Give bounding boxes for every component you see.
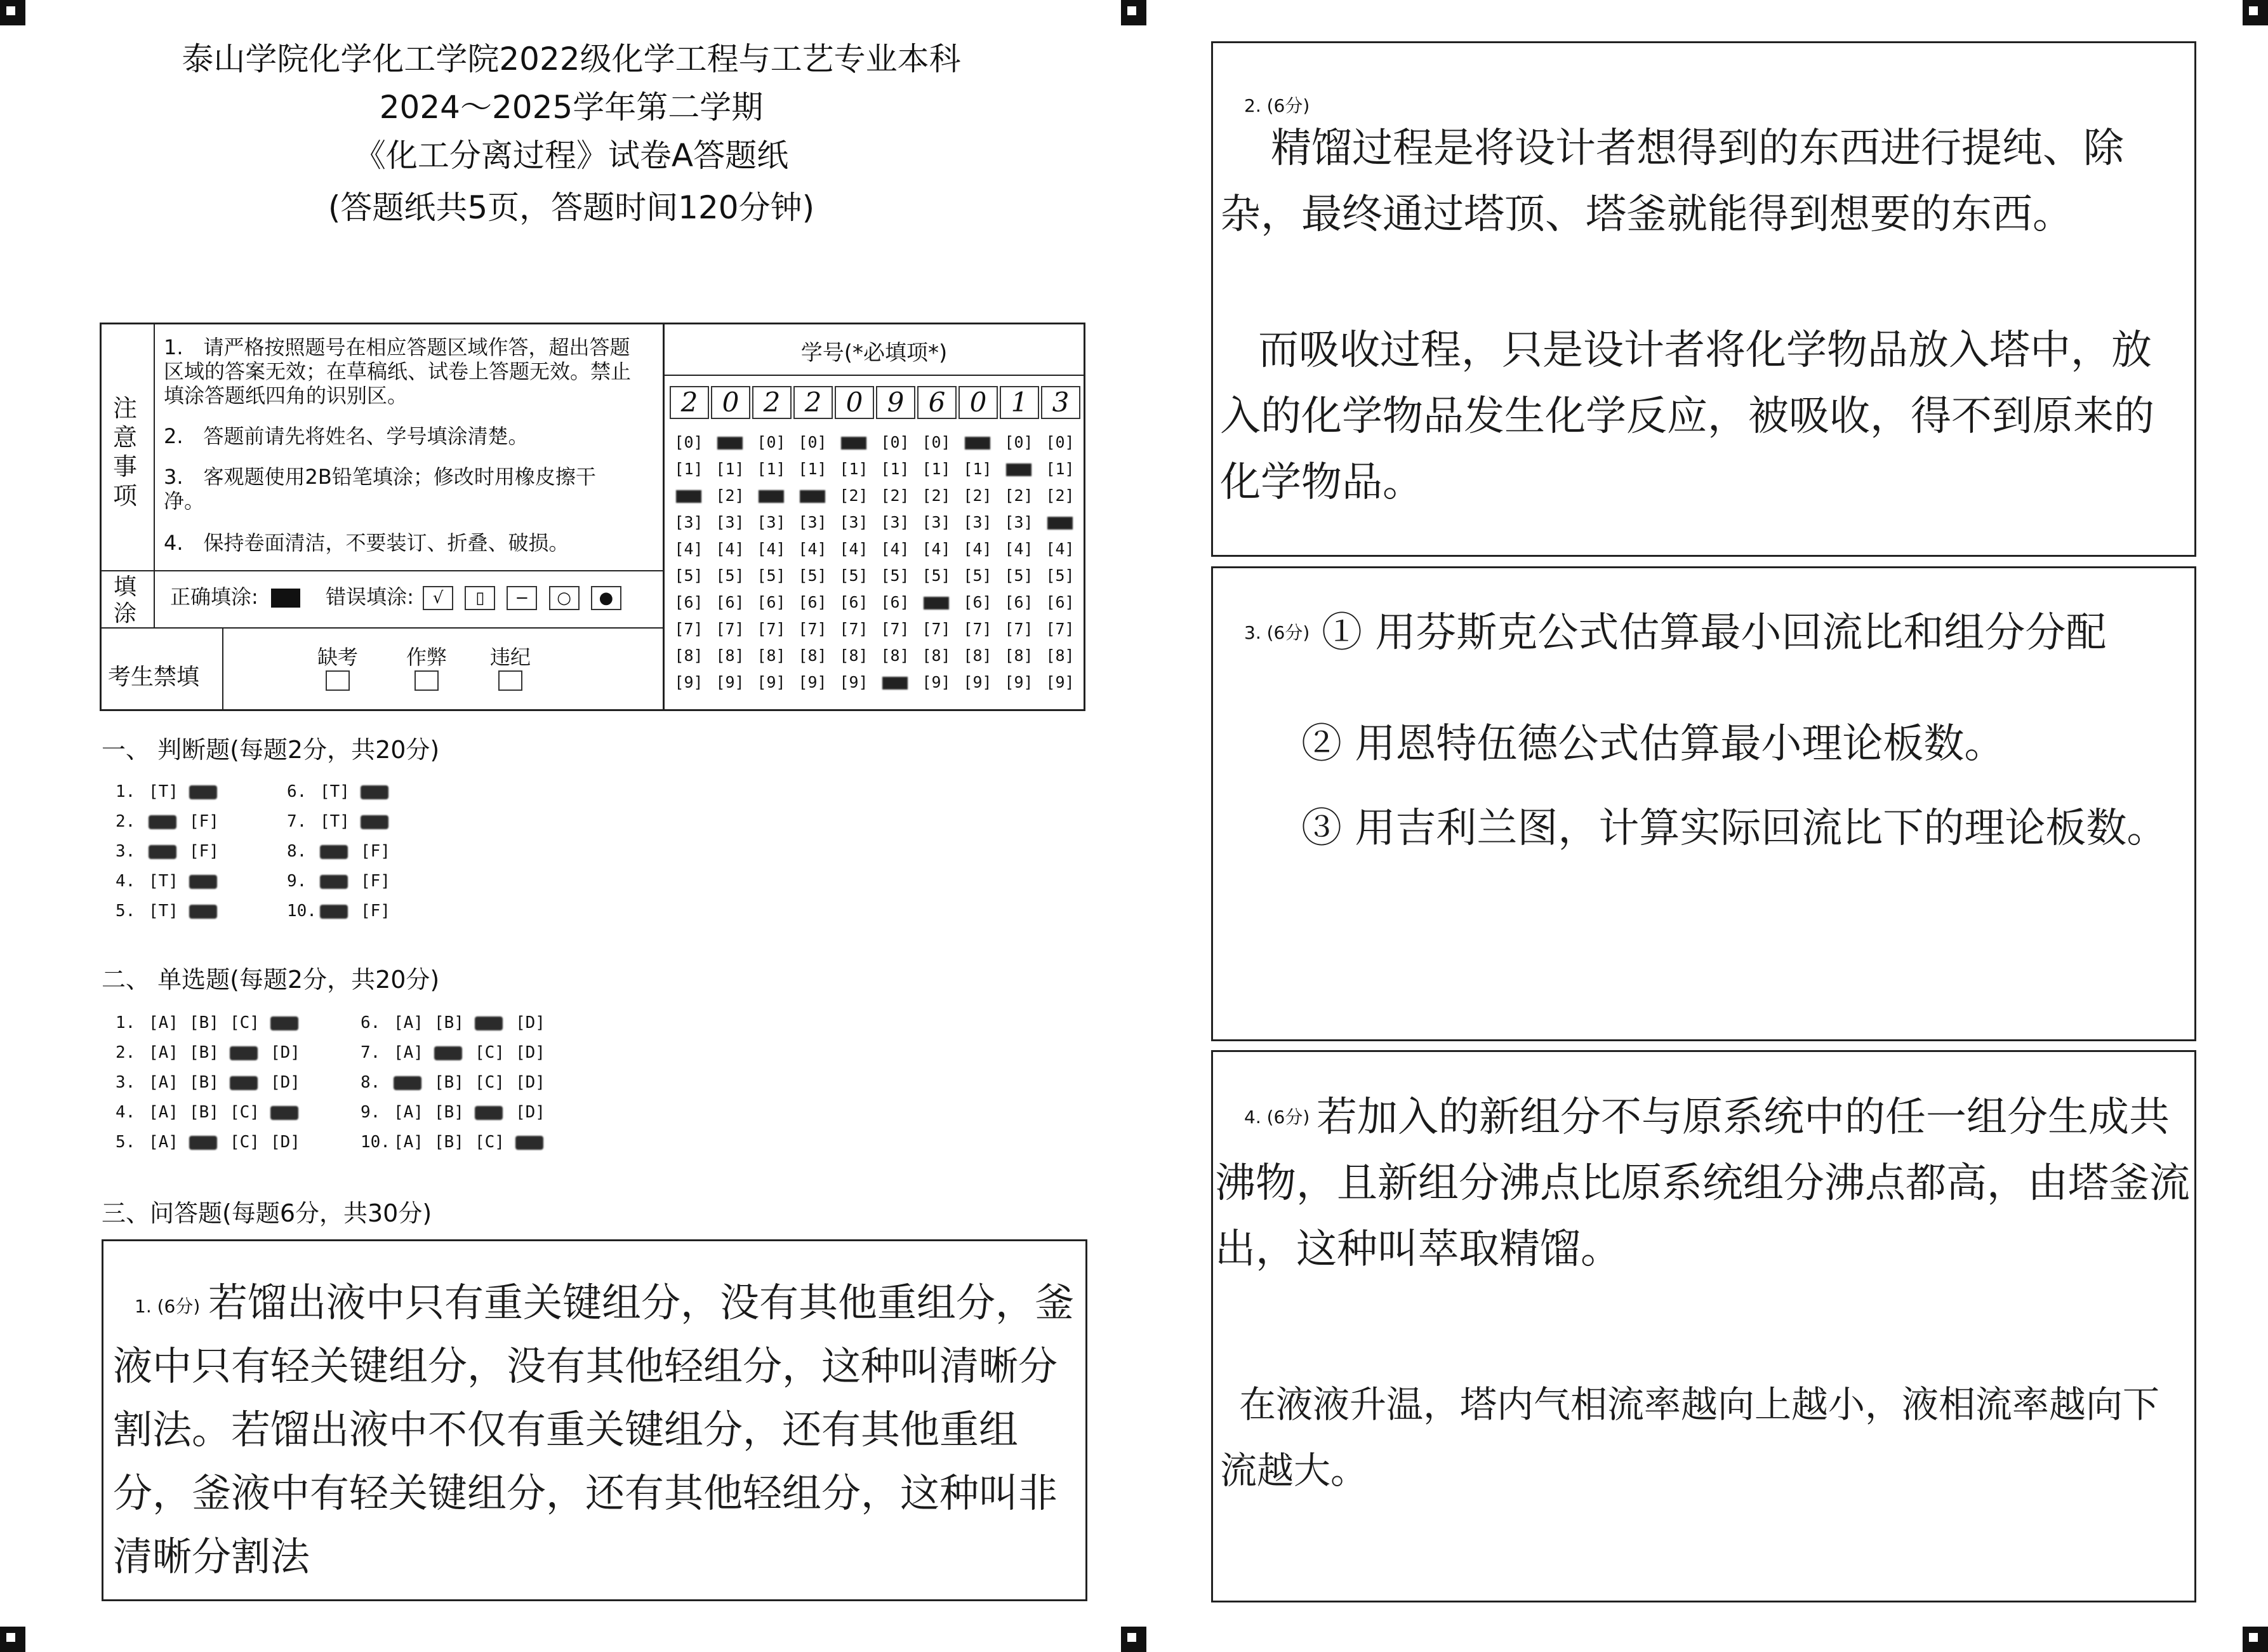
student-id-bubble[interactable]: [9] — [1004, 673, 1033, 691]
student-id-bubble[interactable]: [1] — [798, 460, 827, 478]
filled-mark — [270, 1016, 298, 1030]
student-id-bubble[interactable]: [5] — [757, 566, 786, 585]
option-bubble[interactable]: [A] — [394, 1133, 423, 1152]
filled-mark — [882, 677, 908, 689]
student-id-bubble[interactable]: [8] — [674, 646, 703, 665]
student-id-bubble[interactable]: [0] — [1004, 433, 1033, 451]
filled-mark — [1006, 463, 1031, 476]
student-id-bubble[interactable]: [1] — [1045, 460, 1075, 478]
answer-row — [116, 782, 230, 801]
student-id-bubble-filled[interactable] — [793, 486, 832, 505]
filled-mark — [189, 1136, 217, 1150]
student-id-digit-box[interactable]: 1 — [1000, 386, 1039, 419]
student-id-bubble[interactable]: [7] — [798, 620, 827, 638]
answer-row — [116, 1073, 311, 1092]
answer-number: 10. — [361, 1133, 390, 1152]
student-id-bubble-filled[interactable] — [917, 593, 955, 611]
filled-bubble[interactable] — [189, 1133, 230, 1152]
answer-number: 3. — [116, 842, 136, 861]
student-id-bubble[interactable]: [0] — [798, 433, 827, 451]
corner-marker-bottom-right — [2243, 1627, 2268, 1652]
filled-mark — [394, 1076, 421, 1090]
student-id-bubble[interactable]: [5] — [922, 566, 951, 585]
section2-title: 二、 单选题(每题2分，共20分) — [102, 966, 440, 994]
option-bubble[interactable]: [B] — [189, 1013, 219, 1032]
answer-row — [361, 1073, 556, 1092]
student-id-bubble[interactable]: [3] — [963, 513, 992, 531]
answer-row — [116, 1103, 311, 1122]
answer-number: 9. — [287, 872, 307, 891]
option-bubble[interactable]: [C] — [230, 1013, 260, 1032]
student-id-bubble-filled[interactable] — [711, 433, 749, 451]
student-id-bubble[interactable]: [7] — [1045, 620, 1075, 638]
answer-number: 2. — [116, 1043, 136, 1062]
student-id-bubble[interactable]: [9] — [839, 673, 868, 691]
filled-mark — [361, 815, 388, 829]
option-bubble[interactable]: [A] — [149, 1133, 178, 1152]
answer-row — [116, 1043, 311, 1062]
student-id-bubble[interactable]: [8] — [839, 646, 868, 665]
forbidden-label: 考生禁填 — [108, 664, 200, 690]
option-bubble[interactable]: [D] — [515, 1073, 545, 1092]
student-id-bubble[interactable]: [4] — [798, 540, 827, 558]
option-bubble[interactable]: [A] — [394, 1043, 423, 1062]
student-id-digit-box[interactable]: 0 — [711, 386, 750, 419]
answer-row — [287, 812, 401, 831]
filled-mark — [361, 785, 388, 799]
student-id-bubble-filled[interactable] — [835, 433, 873, 451]
filled-bubble[interactable] — [515, 1133, 556, 1152]
student-id-bubble[interactable]: [5] — [798, 566, 827, 585]
option-bubble[interactable]: [B] — [434, 1103, 464, 1122]
filled-mark — [841, 437, 866, 450]
student-id-digit-box[interactable]: 0 — [958, 386, 998, 419]
option-bubble[interactable]: [F] — [361, 872, 390, 891]
answer-number: 8. — [287, 842, 307, 861]
student-id-bubble-filled[interactable] — [958, 433, 997, 451]
student-id-bubble[interactable]: [6] — [963, 593, 992, 611]
student-id-hline — [665, 375, 1085, 376]
filled-bubble[interactable] — [361, 782, 401, 801]
header-line-4: (答题纸共5页，答题时间120分钟) — [328, 189, 815, 226]
correct-fill-label: 正确填涂: — [170, 585, 258, 609]
student-id-bubble[interactable]: [3] — [757, 513, 786, 531]
option-bubble[interactable]: [A] — [149, 1013, 178, 1032]
filled-bubble[interactable] — [270, 1103, 311, 1122]
student-id-bubble[interactable]: [9] — [757, 673, 786, 691]
corner-marker-top-center — [1121, 0, 1146, 25]
wrong-symbol-check: √ — [423, 586, 453, 610]
student-id-digit-box[interactable]: 2 — [752, 386, 792, 419]
filled-bubble[interactable] — [149, 842, 189, 861]
answer-number: 9. — [361, 1103, 381, 1122]
option-bubble[interactable]: [F] — [361, 902, 390, 921]
student-id-bubble[interactable]: [7] — [880, 620, 910, 638]
table-divider-middle — [663, 323, 665, 711]
notice-item-3: 3. 客观题使用2B铅笔填涂；修改时用橡皮擦干净。 — [164, 465, 596, 513]
forbidden-cheat-label: 作弊 — [406, 645, 448, 669]
student-id-bubble[interactable]: [7] — [757, 620, 786, 638]
table-hline-2 — [100, 627, 663, 629]
filled-mark — [965, 437, 990, 450]
student-id-bubble[interactable]: [9] — [674, 673, 703, 691]
filled-mark — [320, 875, 348, 889]
student-id-bubble-filled[interactable] — [1000, 460, 1038, 478]
q3-answer-line2: ② 用恩特伍德公式估算最小理论板数。 — [1301, 721, 2005, 768]
q3-answer-line3: ③ 用吉利兰图，计算实际回流比下的理论板数。 — [1301, 805, 2168, 852]
filled-bubble[interactable] — [270, 1013, 311, 1032]
filled-bubble[interactable] — [230, 1073, 270, 1092]
answer-row — [116, 902, 230, 921]
student-id-bubble[interactable]: [9] — [715, 673, 745, 691]
student-id-bubble[interactable]: [3] — [798, 513, 827, 531]
notice-item-4: 4. 保持卷面清洁，不要装订、折叠、破损。 — [164, 531, 569, 555]
filled-mark — [1047, 517, 1073, 530]
student-id-bubble[interactable]: [5] — [715, 566, 745, 585]
student-id-bubble[interactable]: [2] — [715, 486, 745, 505]
q1-answer-text: 若馏出液中只有重关键组分，没有其他重组分，釜液中只有轻关键组分，没有其他轻组分，这种叫清晰分割法。若馏出液中不仅有重关键组分，还有其他重组分，釜液中有轻关键组分，还有其他轻组分，这种叫非清晰分割法 — [113, 1279, 1075, 1580]
q2-answer-text: 精馏过程是将设计者想得到的东西进行提纯、除杂，最终通过塔顶、塔釜就能得到想要的东西。 — [1220, 125, 2124, 238]
option-bubble[interactable]: [B] — [434, 1013, 464, 1032]
answer-row — [287, 782, 401, 801]
student-id-bubble[interactable]: [7] — [963, 620, 992, 638]
filled-bubble[interactable] — [320, 902, 361, 921]
student-id-digit-box[interactable]: 2 — [670, 386, 709, 419]
answer-number: 6. — [287, 782, 307, 801]
student-id-bubble[interactable]: [6] — [674, 593, 703, 611]
filled-mark — [320, 905, 348, 919]
answer-row — [116, 812, 230, 831]
student-id-digit-box[interactable]: 0 — [835, 386, 874, 419]
student-id-bubble[interactable]: [4] — [922, 540, 951, 558]
student-id-bubble[interactable]: [5] — [1045, 566, 1075, 585]
student-id-bubble[interactable]: [7] — [674, 620, 703, 638]
filled-mark — [676, 490, 701, 503]
option-bubble[interactable]: [B] — [189, 1073, 219, 1092]
option-bubble[interactable]: [B] — [189, 1043, 219, 1062]
option-bubble[interactable]: [T] — [149, 872, 178, 891]
answer-row — [361, 1103, 556, 1122]
answer-number: 6. — [361, 1013, 381, 1032]
student-id-bubble[interactable]: [6] — [757, 593, 786, 611]
student-id-bubble[interactable]: [2] — [1045, 486, 1075, 505]
option-bubble[interactable]: [A] — [394, 1013, 423, 1032]
option-bubble[interactable]: [B] — [434, 1133, 464, 1152]
student-id-bubble[interactable]: [7] — [715, 620, 745, 638]
student-id-bubble[interactable]: [7] — [839, 620, 868, 638]
answer-number: 5. — [116, 902, 136, 921]
student-id-bubble[interactable]: [6] — [1045, 593, 1075, 611]
forbidden-cheat[interactable] — [406, 641, 447, 696]
student-id-bubble[interactable]: [0] — [674, 433, 703, 451]
student-id-bubble[interactable]: [8] — [798, 646, 827, 665]
table-hline-1 — [100, 570, 663, 571]
option-bubble[interactable]: [C] — [230, 1103, 260, 1122]
student-id-bubble[interactable]: [4] — [757, 540, 786, 558]
filled-mark — [924, 597, 949, 610]
q3-answer-line1: ① 用芬斯克公式估算最小回流比和组分分配 — [1322, 610, 2107, 656]
filled-bubble[interactable] — [320, 872, 361, 891]
student-id-bubble[interactable]: [8] — [715, 646, 745, 665]
filled-bubble[interactable] — [434, 1043, 475, 1062]
answer-number: 1. — [116, 782, 136, 801]
option-bubble[interactable]: [D] — [270, 1073, 300, 1092]
student-id-bubble[interactable]: [1] — [880, 460, 910, 478]
wrong-symbol-dash: − — [507, 586, 537, 610]
student-id-bubble[interactable]: [4] — [880, 540, 910, 558]
answer-number: 10. — [287, 902, 317, 921]
option-bubble[interactable]: [B] — [434, 1073, 464, 1092]
student-id-bubble-filled[interactable] — [670, 486, 708, 505]
student-id-bubble[interactable]: [5] — [1004, 566, 1033, 585]
answer-number: 5. — [116, 1133, 136, 1152]
option-bubble[interactable]: [C] — [475, 1073, 505, 1092]
student-id-bubble[interactable]: [4] — [674, 540, 703, 558]
student-id-bubble[interactable]: [4] — [715, 540, 745, 558]
corner-marker-top-left — [0, 0, 25, 25]
student-id-bubble[interactable]: [2] — [1004, 486, 1033, 505]
answer-number: 4. — [116, 1103, 136, 1122]
student-id-bubble[interactable]: [8] — [963, 646, 992, 665]
option-bubble[interactable]: [A] — [149, 1073, 178, 1092]
student-id-bubble[interactable]: [1] — [757, 460, 786, 478]
option-bubble[interactable]: [A] — [394, 1103, 423, 1122]
answer-row — [361, 1013, 556, 1032]
forbidden-absent[interactable] — [317, 641, 358, 696]
filled-mark — [475, 1016, 503, 1030]
student-id-bubble[interactable]: [2] — [880, 486, 910, 505]
option-bubble[interactable]: [D] — [270, 1043, 300, 1062]
option-bubble[interactable]: [F] — [189, 842, 219, 861]
table-divider-left — [154, 323, 155, 627]
answer-row — [287, 842, 401, 861]
option-bubble[interactable]: [A] — [149, 1043, 178, 1062]
option-bubble[interactable]: [T] — [320, 812, 350, 831]
forbidden-violation-label: 违纪 — [490, 645, 531, 669]
option-bubble[interactable]: [F] — [189, 812, 219, 831]
filled-mark — [230, 1046, 258, 1060]
option-bubble[interactable]: [C] — [230, 1133, 260, 1152]
answer-number: 8. — [361, 1073, 381, 1092]
corner-marker-bottom-center — [1121, 1627, 1146, 1652]
filled-mark — [230, 1076, 258, 1090]
answer-row — [361, 1043, 556, 1062]
q1-label: 1. (6分) — [135, 1296, 201, 1317]
student-id-bubble[interactable]: [1] — [715, 460, 745, 478]
option-bubble[interactable]: [D] — [515, 1103, 545, 1122]
student-id-digit-box[interactable]: 2 — [793, 386, 833, 419]
option-bubble[interactable]: [F] — [361, 842, 390, 861]
notice-item-2: 2. 答题前请先将姓名、学号填涂清楚。 — [164, 424, 529, 448]
filled-bubble[interactable] — [189, 782, 230, 801]
filled-mark — [189, 875, 217, 889]
option-bubble[interactable]: [T] — [149, 902, 178, 921]
answer-row — [287, 902, 401, 921]
answer-row — [116, 1133, 311, 1152]
filled-bubble[interactable] — [149, 812, 189, 831]
student-id-bubble[interactable]: [1] — [839, 460, 868, 478]
filled-bubble[interactable] — [189, 872, 230, 891]
filled-mark — [149, 845, 176, 859]
answer-row — [361, 1133, 556, 1152]
filled-bubble[interactable] — [475, 1013, 515, 1032]
corner-marker-bottom-left — [0, 1627, 25, 1652]
student-id-bubble[interactable]: [6] — [798, 593, 827, 611]
answer-number: 2. — [116, 812, 136, 831]
student-id-bubble[interactable]: [8] — [757, 646, 786, 665]
filled-mark — [320, 845, 348, 859]
filled-mark — [189, 905, 217, 919]
student-id-bubble[interactable]: [5] — [963, 566, 992, 585]
student-id-bubble[interactable]: [2] — [922, 486, 951, 505]
student-id-bubble[interactable]: [9] — [963, 673, 992, 691]
student-id-bubble[interactable]: [8] — [922, 646, 951, 665]
filled-mark — [434, 1046, 462, 1060]
option-bubble[interactable]: [D] — [515, 1043, 545, 1062]
student-id-bubble[interactable]: [1] — [674, 460, 703, 478]
section3-title: 三、问答题(每题6分，共30分) — [102, 1199, 432, 1227]
answer-row — [287, 872, 401, 891]
student-id-bubble[interactable]: [2] — [839, 486, 868, 505]
answer-row — [116, 842, 230, 861]
header-line-3: 《化工分离过程》试卷A答题纸 — [354, 137, 789, 174]
corner-marker-top-right — [2243, 0, 2268, 25]
q4-label: 4. (6分) — [1244, 1107, 1310, 1128]
student-id-title: 学号(*必填项*) — [800, 340, 948, 366]
student-id-bubble[interactable]: [4] — [963, 540, 992, 558]
student-id-bubble[interactable]: [0] — [922, 433, 951, 451]
student-id-bubble[interactable]: [5] — [880, 566, 910, 585]
option-bubble[interactable]: [A] — [149, 1103, 178, 1122]
forbidden-absent-box[interactable] — [326, 670, 350, 691]
student-id-bubble[interactable]: [1] — [922, 460, 951, 478]
filled-mark — [189, 785, 217, 799]
filled-bubble[interactable] — [320, 842, 361, 861]
filled-mark — [800, 490, 825, 503]
notice-label: 注意事项 — [112, 394, 137, 510]
notice-item-1: 1. 请严格按照题号在相应答题区域作答，超出答题区域的答案无效；在草稿纸、试卷上答题无效。禁止填涂答题纸四角的识别区。 — [164, 335, 632, 408]
student-id-digit-box[interactable]: 9 — [876, 386, 915, 419]
student-id-bubble[interactable]: [6] — [839, 593, 868, 611]
answer-number: 7. — [287, 812, 307, 831]
student-id-bubble[interactable]: [0] — [880, 433, 910, 451]
student-id-bubble-filled[interactable] — [1041, 513, 1079, 531]
option-bubble[interactable]: [T] — [320, 782, 350, 801]
answer-number: 3. — [116, 1073, 136, 1092]
student-id-bubble[interactable]: [9] — [1045, 673, 1075, 691]
student-id-bubble[interactable]: [4] — [1045, 540, 1075, 558]
student-id-bubble[interactable]: [3] — [922, 513, 951, 531]
student-id-bubble[interactable]: [3] — [715, 513, 745, 531]
student-id-bubble[interactable]: [3] — [880, 513, 910, 531]
option-bubble[interactable]: [D] — [515, 1013, 545, 1032]
student-id-bubble[interactable]: [7] — [922, 620, 951, 638]
filled-bubble[interactable] — [189, 902, 230, 921]
table-vline-bottom — [222, 627, 223, 711]
wrong-symbol-circle: ○ — [549, 586, 580, 610]
answer-number: 4. — [116, 872, 136, 891]
option-bubble[interactable]: [D] — [270, 1133, 300, 1152]
wrong-symbol-bar: ▯ — [465, 586, 495, 610]
filled-bubble[interactable] — [361, 812, 401, 831]
section1-title: 一、 判断题(每题2分，共20分) — [102, 736, 440, 764]
correct-fill-swatch — [271, 589, 300, 608]
student-id-bubble[interactable]: [4] — [1004, 540, 1033, 558]
fill-example-row — [170, 584, 624, 610]
student-id-bubble[interactable]: [8] — [880, 646, 910, 665]
student-id-bubble[interactable]: [3] — [1004, 513, 1033, 531]
q2-answer-text-2: 而吸收过程，只是设计者将化学物品放入塔中，放入的化学物品发生化学反应，被吸收，得不到原来的化学物品。 — [1220, 327, 2154, 506]
forbidden-cheat-box[interactable] — [414, 670, 439, 691]
option-bubble[interactable]: [B] — [189, 1103, 219, 1122]
answer-number: 1. — [116, 1013, 136, 1032]
student-id-digit-box[interactable]: 6 — [917, 386, 957, 419]
student-id-bubble[interactable]: [0] — [757, 433, 786, 451]
filled-bubble[interactable] — [394, 1073, 434, 1092]
forbidden-absent-label: 缺考 — [317, 645, 359, 669]
student-id-bubble[interactable]: [2] — [963, 486, 992, 505]
option-bubble[interactable]: [C] — [475, 1043, 505, 1062]
filled-mark — [270, 1106, 298, 1120]
answer-row — [116, 1013, 311, 1032]
student-id-bubble[interactable]: [0] — [1045, 433, 1075, 451]
student-id-bubble[interactable]: [1] — [963, 460, 992, 478]
filled-mark — [717, 437, 743, 450]
student-id-bubble[interactable]: [9] — [798, 673, 827, 691]
student-id-bubble[interactable]: [6] — [1004, 593, 1033, 611]
option-bubble[interactable]: [T] — [149, 782, 178, 801]
filled-bubble[interactable] — [230, 1043, 270, 1062]
fill-label: 填涂 — [113, 574, 136, 627]
header-line-2: 2024～2025学年第二学期 — [379, 89, 764, 126]
student-id-bubble[interactable]: [7] — [1004, 620, 1033, 638]
answer-row — [116, 872, 230, 891]
forbidden-violation[interactable] — [490, 641, 531, 696]
filled-mark — [149, 815, 176, 829]
student-id-bubble[interactable]: [4] — [839, 540, 868, 558]
student-id-bubble[interactable]: [5] — [839, 566, 868, 585]
option-bubble[interactable]: [C] — [475, 1133, 505, 1152]
student-id-bubble[interactable]: [3] — [674, 513, 703, 531]
student-id-bubble[interactable]: [5] — [674, 566, 703, 585]
student-id-bubble[interactable]: [6] — [880, 593, 910, 611]
filled-bubble[interactable] — [475, 1103, 515, 1122]
forbidden-violation-box[interactable] — [498, 670, 522, 691]
student-id-bubble[interactable]: [3] — [839, 513, 868, 531]
student-id-bubble[interactable]: [8] — [1004, 646, 1033, 665]
student-id-bubble[interactable]: [8] — [1045, 646, 1075, 665]
filled-mark — [475, 1106, 503, 1120]
student-id-bubble-filled[interactable] — [752, 486, 790, 505]
q4-answer-text-2: 在液液升温，塔内气相流率越向上越小，液相流率越向下流越大。 — [1220, 1383, 2160, 1492]
q3-label: 3. (6分) — [1244, 622, 1310, 643]
filled-mark — [759, 490, 784, 503]
student-id-digit-box[interactable]: 3 — [1041, 386, 1080, 419]
filled-mark — [515, 1136, 543, 1150]
student-id-bubble[interactable]: [9] — [922, 673, 951, 691]
student-id-bubble[interactable]: [6] — [715, 593, 745, 611]
answer-number: 7. — [361, 1043, 381, 1062]
header-line-1: 泰山学院化学化工学院2022级化学工程与工艺专业本科 — [182, 41, 961, 77]
q2-label: 2. (6分) — [1244, 95, 1310, 116]
q4-answer-text: 若加入的新组分不与原系统中的任一组分生成共沸物，且新组分沸点比原系统组分沸点都高，由塔釜流出，这种叫萃取精馏。 — [1215, 1094, 2190, 1273]
wrong-fill-label: 错误填涂: — [326, 585, 414, 609]
student-id-bubble-filled[interactable] — [876, 673, 914, 691]
wrong-symbol-dot: ● — [591, 586, 621, 610]
